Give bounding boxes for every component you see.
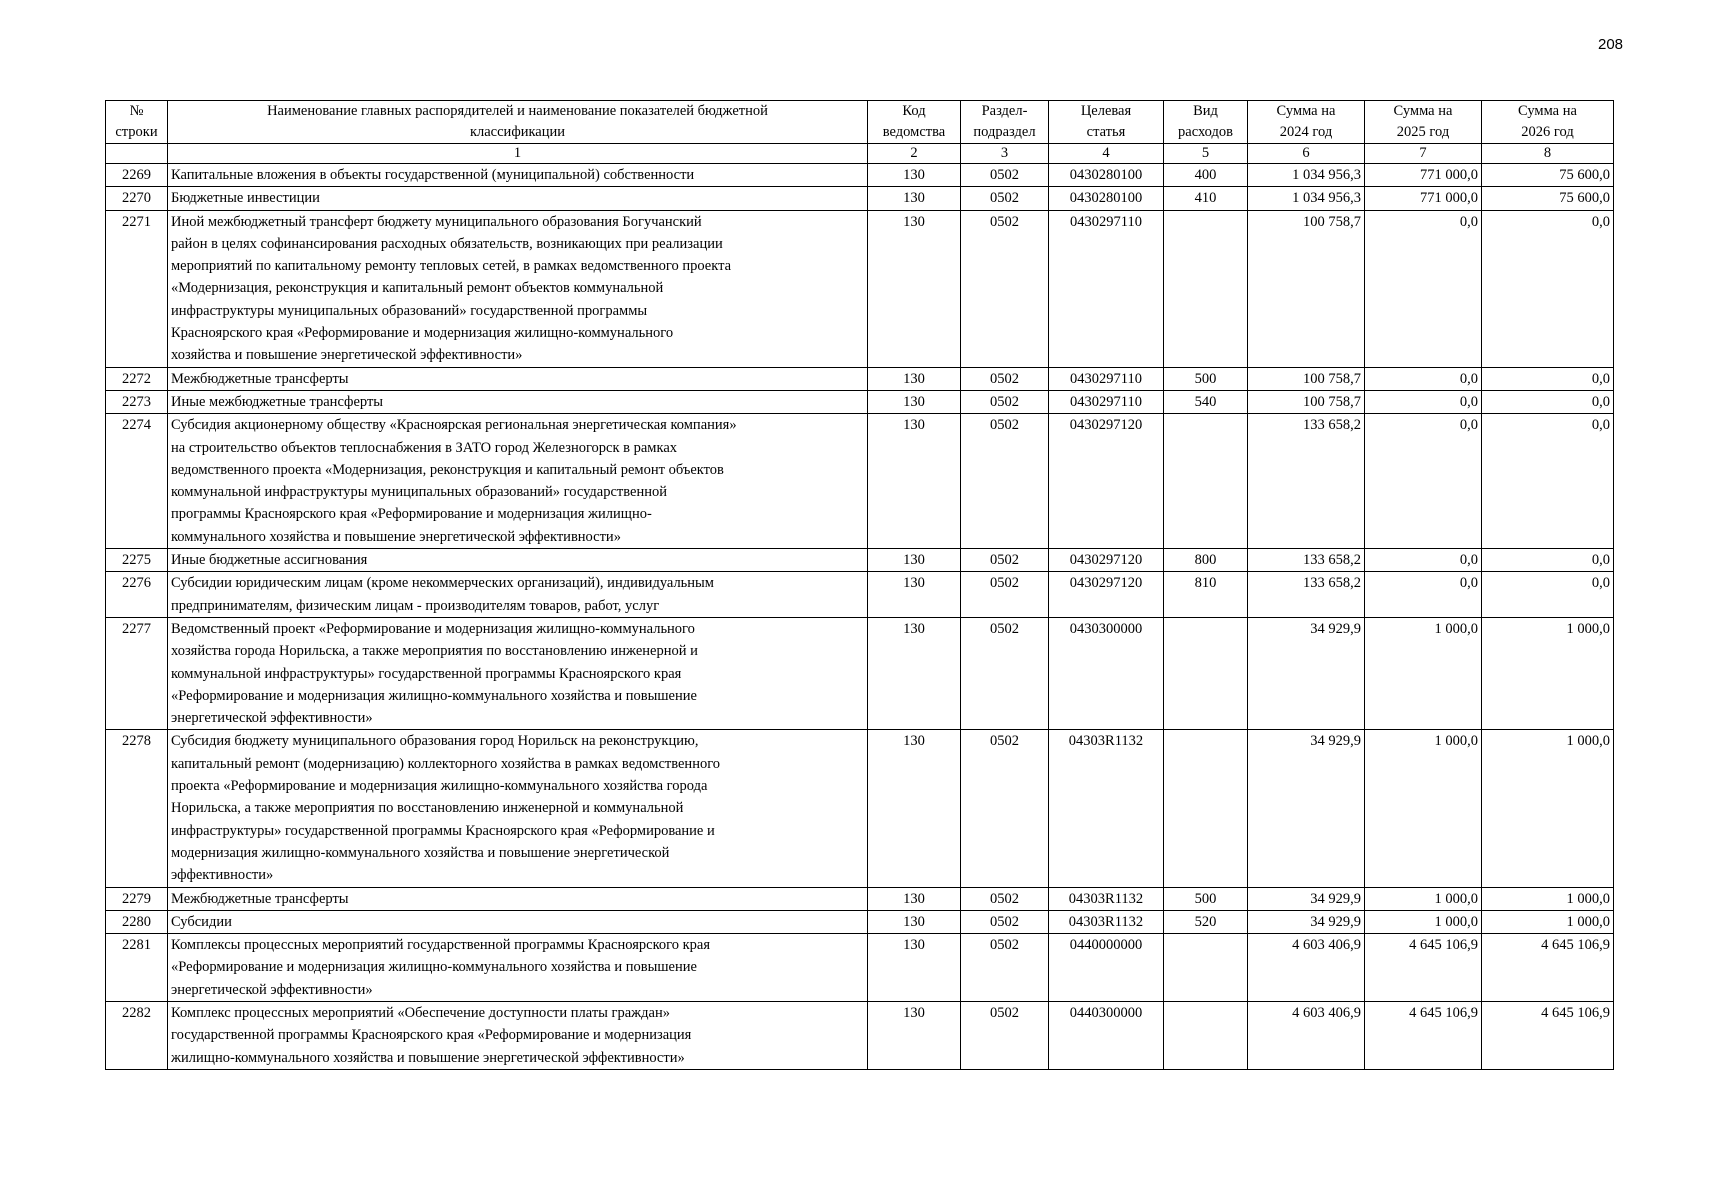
header-expense-type: Вид расходов bbox=[1164, 101, 1248, 144]
row-name-line: «Модернизация, реконструкция и капитальный ремонт объектов коммунальной bbox=[171, 280, 664, 297]
table-row bbox=[106, 187, 1614, 210]
table-row bbox=[106, 887, 1614, 910]
sum-2024-cell: 1 034 956,3 bbox=[1248, 164, 1365, 187]
expense-type-cell: 810 bbox=[1164, 572, 1248, 618]
row-name-line: на строительство объектов теплоснабжения в ЗАТО город Железногорск в рамках bbox=[171, 439, 677, 456]
row-name-cell bbox=[168, 617, 868, 729]
row-name-line: Субсидия акционерному обществу «Красноярская региональная энергетическая компания» bbox=[171, 417, 737, 434]
dept-code-cell: 130 bbox=[868, 187, 961, 210]
header-target-article: Целевая статья bbox=[1049, 101, 1164, 144]
sum-2026-cell: 0,0 bbox=[1482, 572, 1614, 618]
row-name-line: жилищно-коммунального хозяйства и повышение энергетической эффективности» bbox=[171, 1049, 685, 1066]
sum-2024-cell: 133 658,2 bbox=[1248, 414, 1365, 549]
row-number-cell: 2275 bbox=[106, 549, 168, 572]
row-name-line: Капитальные вложения в объекты государственной (муниципальной) собственности bbox=[171, 167, 695, 183]
header-section: Раздел- подраздел bbox=[961, 101, 1049, 144]
row-name-cell bbox=[168, 1001, 868, 1069]
expense-type-cell bbox=[1164, 414, 1248, 549]
row-name-cell bbox=[168, 390, 868, 413]
column-number: 7 bbox=[1365, 144, 1482, 164]
sum-2024-cell: 34 929,9 bbox=[1248, 617, 1365, 729]
sum-2024-cell: 133 658,2 bbox=[1248, 572, 1365, 618]
row-name-line: энергетической эффективности» bbox=[171, 710, 373, 727]
row-name-cell bbox=[168, 187, 868, 210]
header-sum-2025: Сумма на 2025 год bbox=[1365, 101, 1482, 144]
sum-2025-cell: 1 000,0 bbox=[1365, 910, 1482, 933]
sum-2024-cell: 4 603 406,9 bbox=[1248, 1001, 1365, 1069]
row-number-cell: 2280 bbox=[106, 910, 168, 933]
table-row bbox=[106, 210, 1614, 367]
section-cell: 0502 bbox=[961, 572, 1049, 618]
target-article-cell: 0430280100 bbox=[1049, 164, 1164, 187]
column-number: 6 bbox=[1248, 144, 1365, 164]
page-number: 208 bbox=[1598, 36, 1624, 53]
row-name-cell bbox=[168, 414, 868, 549]
dept-code-cell: 130 bbox=[868, 164, 961, 187]
row-number-cell: 2279 bbox=[106, 887, 168, 910]
row-name-line: энергетической эффективности» bbox=[171, 981, 373, 998]
row-name-line: Субсидии юридическим лицам (кроме некоммерческих организаций), индивидуальным bbox=[171, 575, 714, 592]
table-row bbox=[106, 414, 1614, 549]
target-article-cell: 0430297110 bbox=[1049, 210, 1164, 367]
row-number-cell: 2281 bbox=[106, 934, 168, 1002]
sum-2026-cell: 4 645 106,9 bbox=[1482, 1001, 1614, 1069]
row-name-line: Межбюджетные трансферты bbox=[171, 890, 349, 907]
sum-2025-cell: 0,0 bbox=[1365, 210, 1482, 367]
column-number: 4 bbox=[1049, 144, 1164, 164]
row-number-cell: 2271 bbox=[106, 210, 168, 367]
row-name-line: хозяйства города Норильска, а также мероприятия по восстановлению инженерной и bbox=[171, 643, 698, 660]
row-number-cell: 2269 bbox=[106, 164, 168, 187]
sum-2026-cell: 1 000,0 bbox=[1482, 887, 1614, 910]
expense-type-cell bbox=[1164, 210, 1248, 367]
sum-2025-cell: 0,0 bbox=[1365, 572, 1482, 618]
sum-2024-cell: 100 758,7 bbox=[1248, 367, 1365, 390]
sum-2024-cell: 1 034 956,3 bbox=[1248, 187, 1365, 210]
row-number-cell: 2276 bbox=[106, 572, 168, 618]
target-article-cell: 04303R1132 bbox=[1049, 887, 1164, 910]
row-name-cell bbox=[168, 164, 868, 187]
row-name-line: Комплекс процессных мероприятий «Обеспечение доступности платы граждан» bbox=[171, 1004, 670, 1021]
target-article-cell: 04303R1132 bbox=[1049, 910, 1164, 933]
section-cell: 0502 bbox=[961, 617, 1049, 729]
row-name-cell bbox=[168, 887, 868, 910]
column-number: 8 bbox=[1482, 144, 1614, 164]
sum-2025-cell: 0,0 bbox=[1365, 414, 1482, 549]
sum-2026-cell: 0,0 bbox=[1482, 367, 1614, 390]
row-name-line: мероприятий по капитальному ремонту тепловых сетей, в рамках ведомственного проекта bbox=[171, 258, 732, 275]
sum-2025-cell: 0,0 bbox=[1365, 367, 1482, 390]
row-name-line: Межбюджетные трансферты bbox=[171, 370, 349, 387]
row-name-cell bbox=[168, 367, 868, 390]
row-name-cell bbox=[168, 730, 868, 887]
dept-code-cell: 130 bbox=[868, 617, 961, 729]
sum-2026-cell: 0,0 bbox=[1482, 390, 1614, 413]
row-name-line: Субсидии bbox=[171, 913, 232, 930]
dept-code-cell: 130 bbox=[868, 414, 961, 549]
expense-type-cell: 410 bbox=[1164, 187, 1248, 210]
sum-2025-cell: 1 000,0 bbox=[1365, 887, 1482, 910]
row-name-cell bbox=[168, 210, 868, 367]
row-name-cell bbox=[168, 572, 868, 618]
dept-code-cell: 130 bbox=[868, 390, 961, 413]
dept-code-cell: 130 bbox=[868, 1001, 961, 1069]
row-name-line: Иные межбюджетные трансферты bbox=[171, 393, 384, 410]
section-cell: 0502 bbox=[961, 730, 1049, 887]
expense-type-cell bbox=[1164, 934, 1248, 1002]
row-name-line: Бюджетные инвестиции bbox=[171, 190, 320, 207]
header-row-no: № строки bbox=[106, 101, 168, 144]
table-row bbox=[106, 934, 1614, 1002]
row-name-line: «Реформирование и модернизация жилищно-коммунального хозяйства и повышение bbox=[171, 959, 697, 976]
target-article-cell: 0430297120 bbox=[1049, 414, 1164, 549]
dept-code-cell: 130 bbox=[868, 549, 961, 572]
row-name-line: Иной межбюджетный трансферт бюджету муниципального образования Богучанский bbox=[171, 213, 702, 230]
section-cell: 0502 bbox=[961, 414, 1049, 549]
sum-2025-cell: 4 645 106,9 bbox=[1365, 1001, 1482, 1069]
sum-2024-cell: 34 929,9 bbox=[1248, 910, 1365, 933]
row-name-line: Ведомственный проект «Реформирование и модернизация жилищно-коммунального bbox=[171, 620, 695, 637]
row-name-line: предпринимателям, физическим лицам - производителям товаров, работ, услуг bbox=[171, 597, 660, 614]
target-article-cell: 0430297110 bbox=[1049, 367, 1164, 390]
row-name-cell bbox=[168, 910, 868, 933]
section-cell: 0502 bbox=[961, 187, 1049, 210]
dept-code-cell: 130 bbox=[868, 572, 961, 618]
section-cell: 0502 bbox=[961, 210, 1049, 367]
row-name-line: Норильска, а также мероприятия по восстановлению инженерной и коммунальной bbox=[171, 800, 684, 817]
dept-code-cell: 130 bbox=[868, 934, 961, 1002]
table-row bbox=[106, 617, 1614, 729]
column-number: 1 bbox=[168, 144, 868, 164]
sum-2026-cell: 0,0 bbox=[1482, 414, 1614, 549]
row-name-line: капитальный ремонт (модернизацию) коллекторного хозяйства в рамках ведомственного bbox=[171, 755, 721, 772]
sum-2024-cell: 133 658,2 bbox=[1248, 549, 1365, 572]
sum-2025-cell: 771 000,0 bbox=[1365, 187, 1482, 210]
column-number: 5 bbox=[1164, 144, 1248, 164]
row-name-line: «Реформирование и модернизация жилищно-коммунального хозяйства и повышение bbox=[171, 687, 697, 704]
row-number-cell: 2272 bbox=[106, 367, 168, 390]
section-cell: 0502 bbox=[961, 887, 1049, 910]
row-name-line: Комплексы процессных мероприятий государственной программы Красноярского края bbox=[171, 937, 710, 954]
column-number-row bbox=[106, 144, 1614, 164]
table-row bbox=[106, 572, 1614, 618]
column-number: 3 bbox=[961, 144, 1049, 164]
row-number-cell: 2277 bbox=[106, 617, 168, 729]
target-article-cell: 0430297120 bbox=[1049, 549, 1164, 572]
dept-code-cell: 130 bbox=[868, 730, 961, 887]
section-cell: 0502 bbox=[961, 1001, 1049, 1069]
section-cell: 0502 bbox=[961, 549, 1049, 572]
column-number bbox=[106, 144, 168, 164]
sum-2024-cell: 34 929,9 bbox=[1248, 730, 1365, 887]
row-name-line: эффективности» bbox=[171, 867, 274, 884]
sum-2025-cell: 771 000,0 bbox=[1365, 164, 1482, 187]
row-name-line: Красноярского края «Реформирование и модернизация жилищно-коммунального bbox=[171, 325, 674, 342]
row-name-line: хозяйства и повышение энергетической эффективности» bbox=[171, 347, 523, 364]
table-row bbox=[106, 367, 1614, 390]
expense-type-cell: 500 bbox=[1164, 887, 1248, 910]
section-cell: 0502 bbox=[961, 164, 1049, 187]
expense-type-cell: 400 bbox=[1164, 164, 1248, 187]
target-article-cell: 0440300000 bbox=[1049, 1001, 1164, 1069]
header-sum-2024: Сумма на 2024 год bbox=[1248, 101, 1365, 144]
row-number-cell: 2282 bbox=[106, 1001, 168, 1069]
sum-2024-cell: 4 603 406,9 bbox=[1248, 934, 1365, 1002]
dept-code-cell: 130 bbox=[868, 367, 961, 390]
table-row bbox=[106, 390, 1614, 413]
row-name-line: инфраструктуры муниципальных образований» государственной программы bbox=[171, 302, 648, 319]
target-article-cell: 0430297120 bbox=[1049, 572, 1164, 618]
target-article-cell: 0430300000 bbox=[1049, 617, 1164, 729]
target-article-cell: 0430297110 bbox=[1049, 390, 1164, 413]
row-name-line: государственной программы Красноярского края «Реформирование и модернизация bbox=[171, 1027, 692, 1044]
target-article-cell: 0440000000 bbox=[1049, 934, 1164, 1002]
expense-type-cell bbox=[1164, 617, 1248, 729]
row-number-cell: 2270 bbox=[106, 187, 168, 210]
sum-2026-cell: 0,0 bbox=[1482, 210, 1614, 367]
sum-2024-cell: 100 758,7 bbox=[1248, 390, 1365, 413]
row-number-cell: 2274 bbox=[106, 414, 168, 549]
target-article-cell: 0430280100 bbox=[1049, 187, 1164, 210]
row-name-line: модернизация жилищно-коммунального хозяйства и повышение энергетической bbox=[171, 844, 670, 861]
header-dept-code: Код ведомства bbox=[868, 101, 961, 144]
sum-2024-cell: 34 929,9 bbox=[1248, 887, 1365, 910]
budget-table bbox=[105, 100, 1614, 1070]
expense-type-cell bbox=[1164, 1001, 1248, 1069]
table-row bbox=[106, 730, 1614, 887]
sum-2024-cell: 100 758,7 bbox=[1248, 210, 1365, 367]
row-number-cell: 2273 bbox=[106, 390, 168, 413]
expense-type-cell bbox=[1164, 730, 1248, 887]
dept-code-cell: 130 bbox=[868, 910, 961, 933]
sum-2025-cell: 4 645 106,9 bbox=[1365, 934, 1482, 1002]
dept-code-cell: 130 bbox=[868, 887, 961, 910]
dept-code-cell: 130 bbox=[868, 210, 961, 367]
row-number-cell: 2278 bbox=[106, 730, 168, 887]
expense-type-cell: 520 bbox=[1164, 910, 1248, 933]
sum-2025-cell: 0,0 bbox=[1365, 549, 1482, 572]
table-row bbox=[106, 549, 1614, 572]
table-row bbox=[106, 1001, 1614, 1069]
row-name-line: коммунального хозяйства и повышение энергетической эффективности» bbox=[171, 528, 621, 545]
column-number: 2 bbox=[868, 144, 961, 164]
sum-2025-cell: 1 000,0 bbox=[1365, 617, 1482, 729]
row-name-cell bbox=[168, 549, 868, 572]
section-cell: 0502 bbox=[961, 367, 1049, 390]
table-row bbox=[106, 164, 1614, 187]
sum-2026-cell: 75 600,0 bbox=[1482, 164, 1614, 187]
sum-2026-cell: 1 000,0 bbox=[1482, 730, 1614, 887]
row-name-line: проекта «Реформирование и модернизация жилищно-коммунального хозяйства города bbox=[171, 778, 708, 795]
sum-2025-cell: 0,0 bbox=[1365, 390, 1482, 413]
header-row bbox=[106, 101, 1614, 144]
expense-type-cell: 500 bbox=[1164, 367, 1248, 390]
target-article-cell: 04303R1132 bbox=[1049, 730, 1164, 887]
header-sum-2026: Сумма на 2026 год bbox=[1482, 101, 1614, 144]
header-name: Наименование главных распорядителей и наименование показателей бюджетной классификации bbox=[168, 101, 868, 144]
row-name-line: программы Красноярского края «Реформирование и модернизация жилищно- bbox=[171, 506, 652, 523]
table-header bbox=[106, 101, 1614, 164]
sum-2026-cell: 1 000,0 bbox=[1482, 617, 1614, 729]
sum-2026-cell: 0,0 bbox=[1482, 549, 1614, 572]
row-name-line: коммунальной инфраструктуры» государственной программы Красноярского края bbox=[171, 665, 682, 682]
table-row bbox=[106, 910, 1614, 933]
row-name-line: Иные бюджетные ассигнования bbox=[171, 552, 368, 569]
row-name-line: Субсидия бюджету муниципального образования город Норильск на реконструкцию, bbox=[171, 733, 699, 750]
row-name-cell bbox=[168, 934, 868, 1002]
sum-2026-cell: 1 000,0 bbox=[1482, 910, 1614, 933]
section-cell: 0502 bbox=[961, 390, 1049, 413]
row-name-line: инфраструктуры» государственной программы Красноярского края «Реформирование и bbox=[171, 822, 715, 839]
sum-2026-cell: 75 600,0 bbox=[1482, 187, 1614, 210]
section-cell: 0502 bbox=[961, 910, 1049, 933]
sum-2026-cell: 4 645 106,9 bbox=[1482, 934, 1614, 1002]
row-name-line: район в целях софинансирования расходных обязательств, возникающих при реализации bbox=[171, 235, 723, 252]
sum-2025-cell: 1 000,0 bbox=[1365, 730, 1482, 887]
section-cell: 0502 bbox=[961, 934, 1049, 1002]
row-name-line: ведомственного проекта «Модернизация, реконструкция и капитальный ремонт объектов bbox=[171, 461, 724, 478]
expense-type-cell: 540 bbox=[1164, 390, 1248, 413]
table-body bbox=[106, 164, 1614, 1070]
row-name-line: коммунальной инфраструктуры муниципальных образований» государственной bbox=[171, 484, 667, 501]
expense-type-cell: 800 bbox=[1164, 549, 1248, 572]
